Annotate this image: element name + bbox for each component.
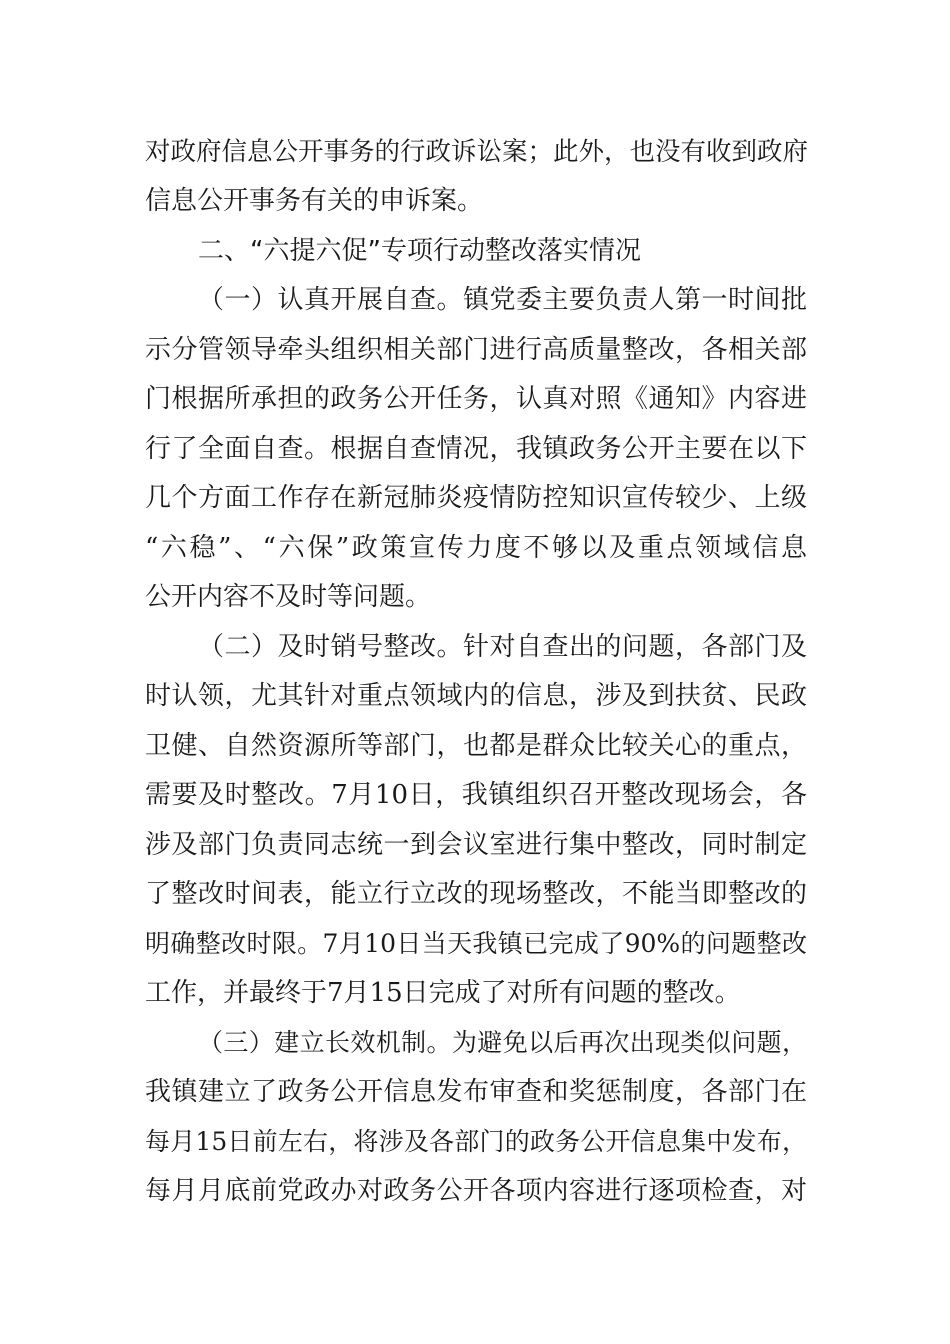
body-text-line: 明确整改时限。7月10日当天我镇已完成了90%的问题整改 <box>145 929 807 958</box>
body-text-line: 工作，并最终于7月15日完成了对所有问题的整改。 <box>145 978 741 1008</box>
body-text-line: 卫健、自然资源所等部门，也都是群众比较关心的重点， <box>145 731 807 761</box>
body-text-line: 对政府信息公开事务的行政诉讼案；此外，也没有收到政府 <box>145 137 809 167</box>
body-text-line: 我镇建立了政务公开信息发布审查和奖惩制度，各部门在 <box>145 1077 807 1107</box>
paragraph-first-line: （三）建立长效机制。为避免以后再次出现类似问题， <box>198 1028 807 1057</box>
body-text-line: 示分管领导牵头组织相关部门进行高质量整改，各相关部 <box>145 335 807 365</box>
body-text-line: 行了全面自查。根据自查情况，我镇政务公开主要在以下 <box>145 434 807 464</box>
paragraph-first-line: （一）认真开展自查。镇党委主要负责人第一时间批 <box>198 285 807 315</box>
body-text-line: 公开内容不及时等问题。 <box>145 582 432 612</box>
section-heading: 二、“六提六促”专项行动整改落实情况 <box>198 236 641 266</box>
body-text-line: 几个方面工作存在新冠肺炎疫情防控知识宣传较少、上级 <box>145 483 807 513</box>
paragraph-first-line: （二）及时销号整改。针对自查出的问题，各部门及 <box>198 632 807 662</box>
body-text-line: 时认领，尤其针对重点领域内的信息，涉及到扶贫、民政 <box>145 681 807 711</box>
body-text-line: 每月15日前左右，将涉及各部门的政务公开信息集中发布， <box>145 1127 807 1156</box>
body-text-line: 涉及部门负责同志统一到会议室进行集中整改，同时制定 <box>145 830 807 860</box>
body-text-line: 需要及时整改。7月10日，我镇组织召开整改现场会，各 <box>145 780 807 810</box>
body-text-line: 门根据所承担的政务公开任务，认真对照《通知》内容进 <box>145 384 807 414</box>
body-text-line: 每月月底前党政办对政务公开各项内容进行逐项检查，对 <box>145 1176 807 1206</box>
body-text-line: 信息公开事务有关的申诉案。 <box>145 186 484 216</box>
body-text-line: “六稳”、“六保”政策宣传力度不够以及重点领域信息 <box>145 533 807 563</box>
body-text-line: 了整改时间表，能立行立改的现场整改，不能当即整改的 <box>145 879 807 909</box>
